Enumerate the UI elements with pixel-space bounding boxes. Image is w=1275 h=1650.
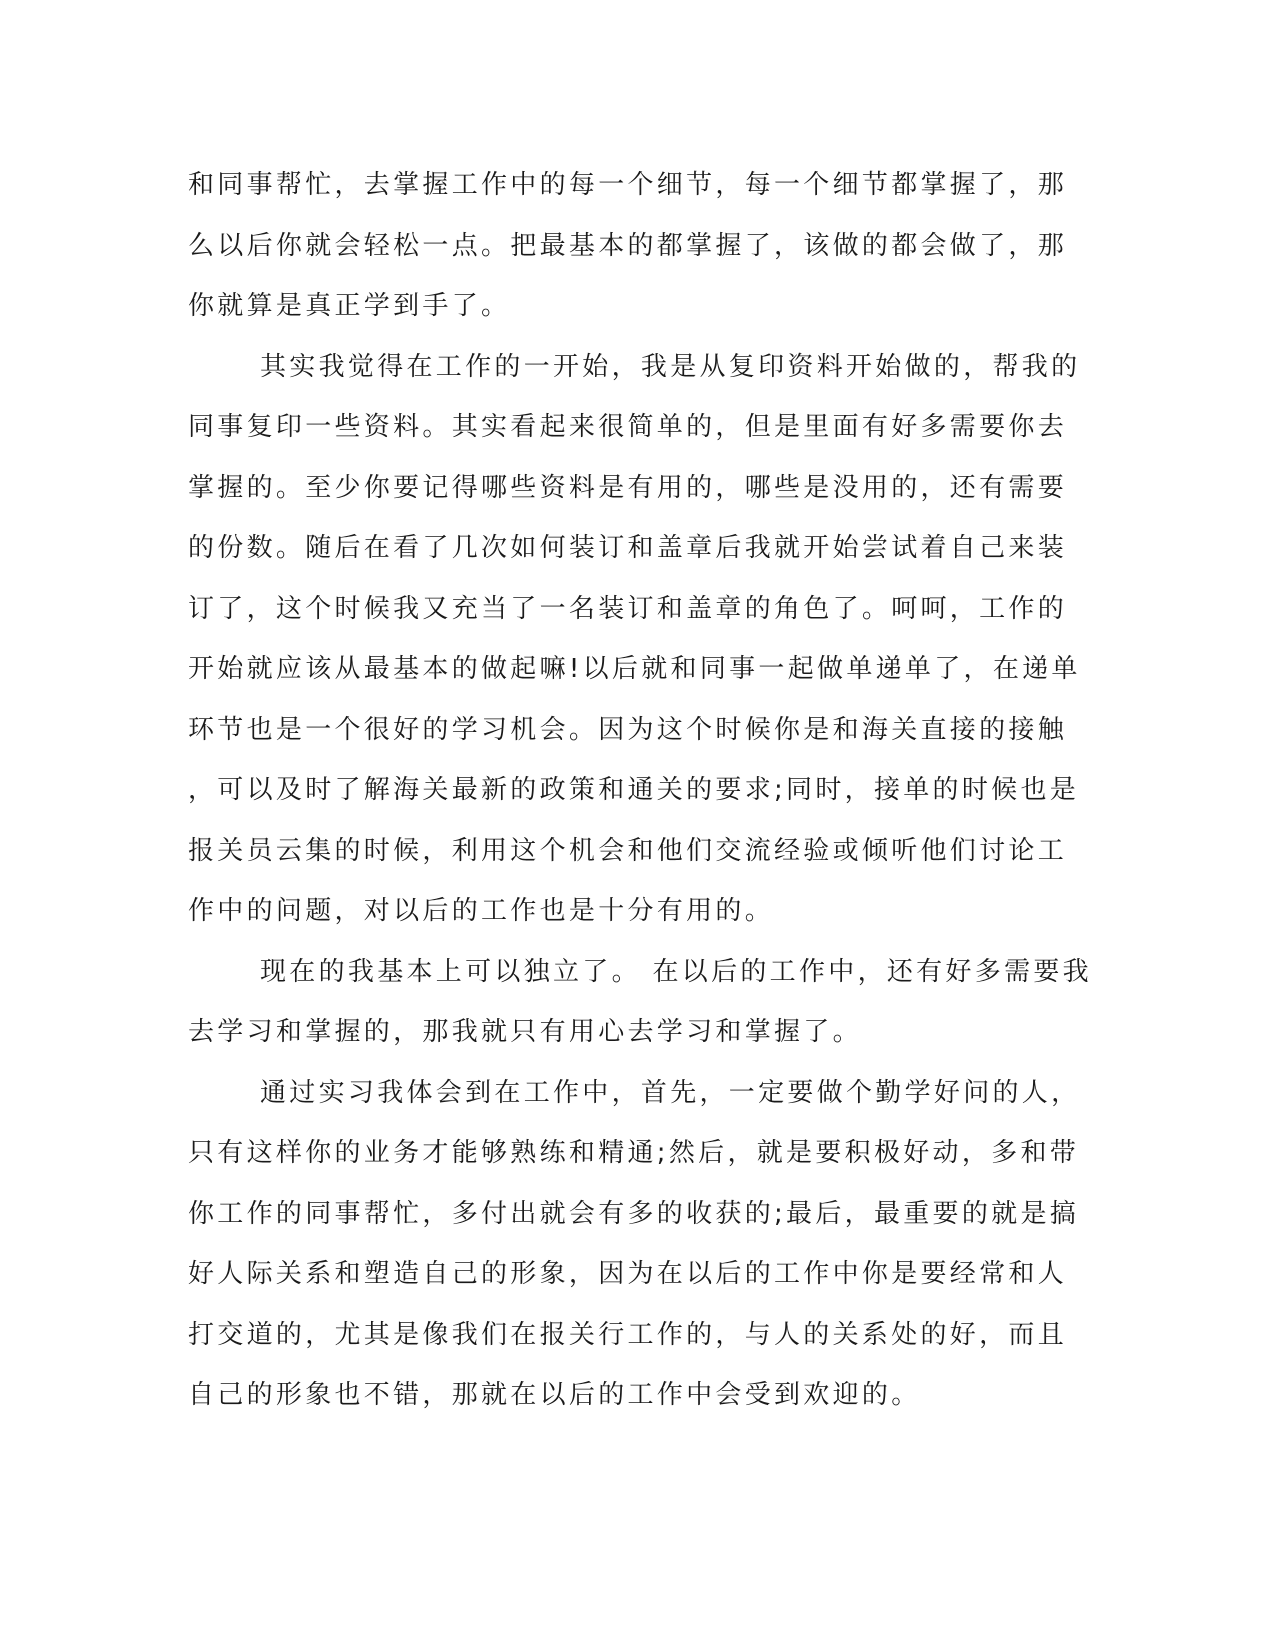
text-line: 同事复印一些资料。其实看起来很简单的，但是里面有好多需要你去 bbox=[188, 412, 1068, 442]
text-line: ，可以及时了解海关最新的政策和通关的要求;同时，接单的时候也是 bbox=[188, 775, 1080, 805]
paragraph bbox=[188, 1063, 1088, 1426]
text-line: 作中的问题，对以后的工作也是十分有用的。 bbox=[188, 896, 775, 926]
text-line: 掌握的。至少你要记得哪些资料是有用的，哪些是没用的，还有需要 bbox=[188, 472, 1068, 503]
text-line: 和同事帮忙，去掌握工作中的每一个细节，每一个细节都掌握了，那 bbox=[188, 170, 1068, 200]
text-line: 只有这样你的业务才能够熟练和精通;然后，就是要积极好动，多和带 bbox=[188, 1138, 1080, 1168]
paragraph bbox=[188, 942, 1092, 1063]
text-line: 现在的我基本上可以独立了。 在以后的工作中，还有好多需要我 bbox=[260, 956, 1092, 987]
paragraph bbox=[188, 155, 1088, 337]
text-line: 打交道的，尤其是像我们在报关行工作的，与人的关系处的好，而且 bbox=[188, 1319, 1068, 1350]
text-line: 你工作的同事帮忙，多付出就会有多的收获的;最后，最重要的就是搞 bbox=[188, 1198, 1080, 1229]
text-line: 其实我觉得在工作的一开始，我是从复印资料开始做的，帮我的 bbox=[260, 351, 1081, 382]
text-line: 开始就应该从最基本的做起嘛!以后就和同事一起做单递单了，在递单 bbox=[188, 654, 1081, 684]
body-text bbox=[188, 155, 1092, 1426]
text-line: 好人际关系和塑造自己的形象，因为在以后的工作中你是要经常和人 bbox=[188, 1259, 1068, 1289]
text-line: 订了，这个时候我又充当了一名装订和盖章的角色了。呵呵，工作的 bbox=[188, 593, 1068, 624]
text-line: 去学习和掌握的，那我就只有用心去学习和掌握了。 bbox=[188, 1017, 862, 1047]
text-line: 你就算是真正学到手了。 bbox=[188, 291, 511, 321]
paragraph bbox=[188, 337, 1088, 942]
text-line: 么以后你就会轻松一点。把最基本的都掌握了，该做的都会做了，那 bbox=[188, 230, 1068, 261]
text-line: 的份数。随后在看了几次如何装订和盖章后我就开始尝试着自己来装 bbox=[188, 533, 1068, 563]
text-line: 环节也是一个很好的学习机会。因为这个时候你是和海关直接的接触 bbox=[188, 714, 1068, 745]
text-line: 自己的形象也不错，那就在以后的工作中会受到欢迎的。 bbox=[188, 1380, 921, 1410]
text-line: 通过实习我体会到在工作中，首先，一定要做个勤学好问的人， bbox=[260, 1077, 1081, 1108]
text-line: 报关员云集的时候，利用这个机会和他们交流经验或倾听他们讨论工 bbox=[188, 835, 1068, 866]
